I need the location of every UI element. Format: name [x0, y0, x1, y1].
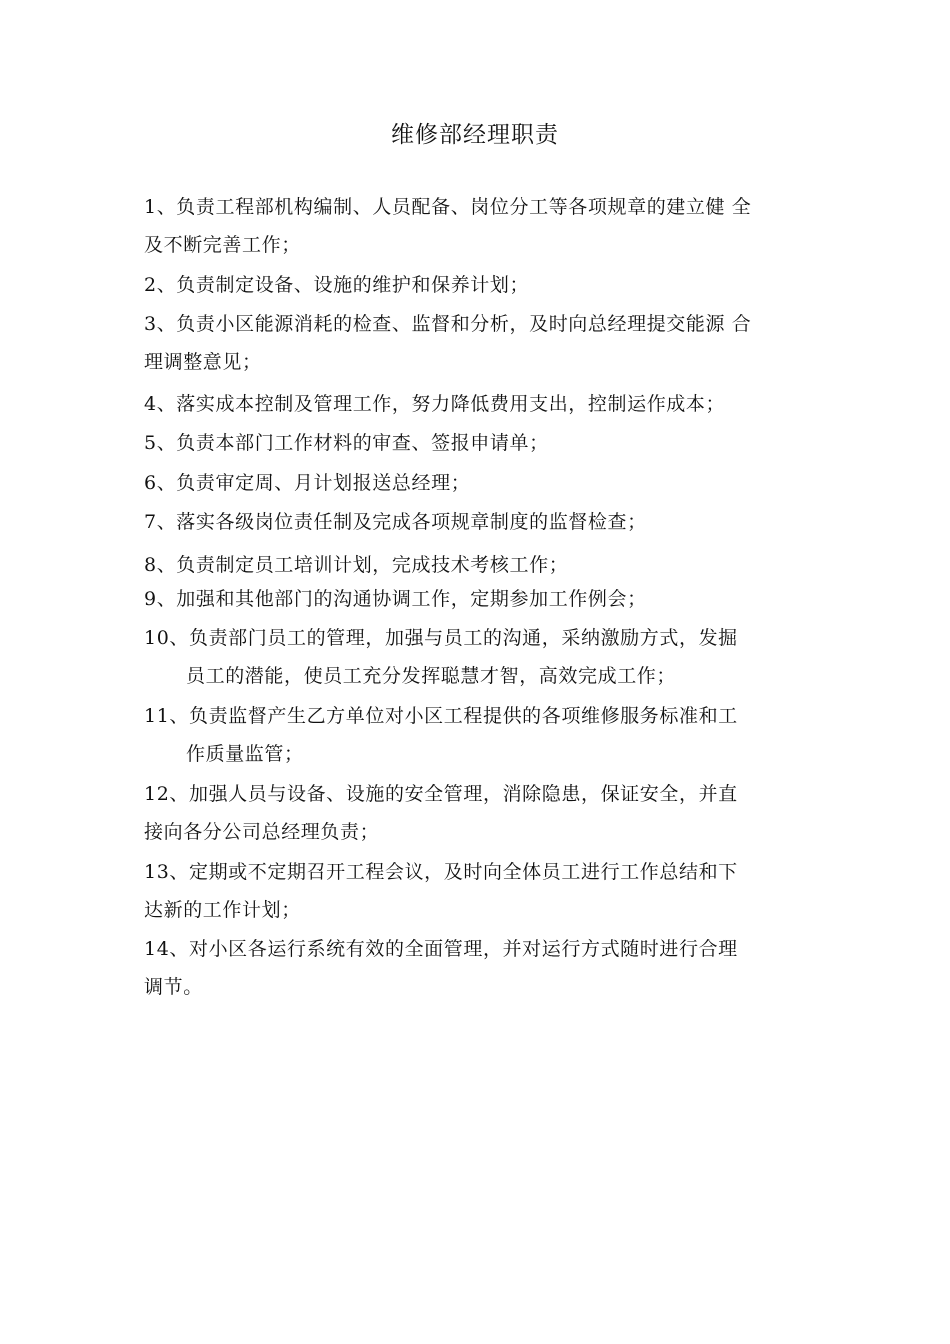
- duty-item-13-line-1: 13、定期或不定期召开工程会议，及时向全体员工进行工作总结和下: [144, 861, 738, 883]
- duty-item-10: [144, 619, 810, 695]
- duty-item-13: [144, 853, 810, 929]
- duty-item-7: [144, 503, 810, 541]
- duty-item-3: [144, 305, 810, 381]
- duty-item-8: [144, 546, 810, 584]
- duty-item-11-line-1: 11、负责监督产生乙方单位对小区工程提供的各项维修服务标准和工: [144, 705, 738, 727]
- duty-item-3-line-1: 3、负责小区能源消耗的检查、监督和分析，及时向总经理提交能源 合: [144, 313, 752, 335]
- duty-item-1-line-1: 1、负责工程部机构编制、人员配备、岗位分工等各项规章的建立健 全: [144, 196, 752, 218]
- duty-item-9-line-1: 9、加强和其他部门的沟通协调工作，定期参加工作例会；: [144, 588, 647, 610]
- duty-item-4: [144, 385, 810, 423]
- duty-item-11: [144, 697, 810, 773]
- duty-item-5-line-1: 5、负责本部门工作材料的审查、签报申请单；: [144, 432, 549, 454]
- duty-item-1-line-2: 及不断完善工作；: [144, 234, 301, 256]
- duty-item-6: [144, 464, 810, 502]
- duty-item-10-line-2: 员工的潜能，使员工充分发挥聪慧才智，高效完成工作；: [186, 665, 677, 687]
- duty-item-12: [144, 775, 810, 851]
- duty-item-3-line-2: 理调整意见；: [144, 351, 262, 373]
- duty-item-12-line-2: 接向各分公司总经理负责；: [144, 821, 380, 843]
- duty-item-14-line-1: 14、对小区各运行系统有效的全面管理，并对运行方式随时进行合理: [144, 938, 738, 960]
- duty-item-12-line-1: 12、加强人员与设备、设施的安全管理，消除隐患，保证安全，并直: [144, 783, 738, 805]
- duty-item-6-line-1: 6、负责审定周、月计划报送总经理；: [144, 472, 471, 494]
- duty-item-11-line-2: 作质量监管；: [186, 743, 304, 765]
- duty-item-2-line-1: 2、负责制定设备、设施的维护和保养计划；: [144, 274, 530, 296]
- duty-item-13-line-2: 达新的工作计划；: [144, 899, 301, 921]
- duty-item-10-line-1: 10、负责部门员工的管理，加强与员工的沟通，采纳激励方式，发掘: [144, 627, 738, 649]
- document-title: 维修部经理职责: [391, 122, 559, 148]
- duty-item-9: [144, 580, 810, 618]
- duty-item-4-line-1: 4、落实成本控制及管理工作，努力降低费用支出，控制运作成本；: [144, 393, 726, 415]
- duty-item-1: [144, 188, 810, 264]
- duty-item-8-line-1: 8、负责制定员工培训计划，完成技术考核工作；: [144, 554, 569, 576]
- duty-item-5: [144, 424, 810, 462]
- duty-item-14-line-2: 调节。: [144, 976, 203, 998]
- duty-item-2: [144, 266, 810, 304]
- duty-item-14: [144, 930, 810, 1006]
- duty-item-7-line-1: 7、落实各级岗位责任制及完成各项规章制度的监督检查；: [144, 511, 647, 533]
